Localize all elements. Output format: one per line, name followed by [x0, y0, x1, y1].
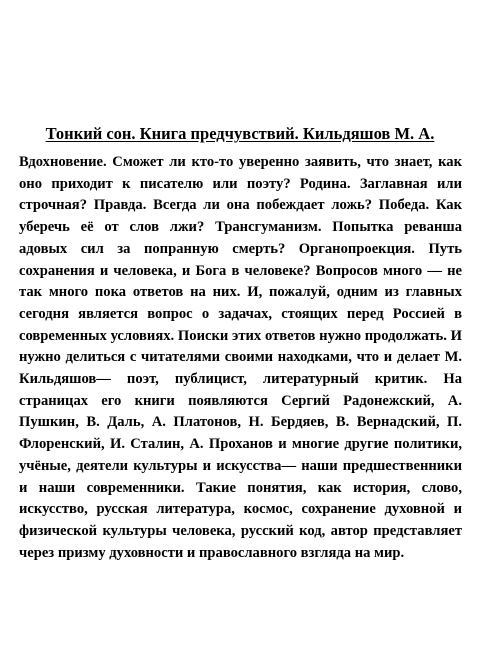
- document-title: Тонкий сон. Книга предчувствий. Кильдяшов М. А.: [45, 124, 435, 143]
- document-body-paragraph: Вдохновение. Сможет ли кто-то уверенно заявить, что знает, как оно приходит к писателю или поэту? Родина. Заглавная или строчная? Правда. Всегда ли она побеждает ложь? Победа. Как уберечь её от слов лжи? Трансгуманизм. Попытка реванша адовых сил за попранную смерть? Органопроекция. Путь сохранения и человека, и Бога в человеке? Вопросов много — не так много пока ответов на них. И, пожалуй, одним из главных сегодня является вопрос о задачах, стоящих перед Россией в современных условиях. Поиски этих ответов нужно продолжать. И нужно делиться с читателями своими находками, что и делает М. Кильдяшов— поэт, публицист, литературный критик. На страницах его книги появляются Сергий Радонежский, А. Пушкин, В. Даль, А. Платонов, Н. Бердяев, В. Вернадский, П. Флоренский, И. Сталин, А. Проханов и многие другие политики, учёные, деятели культуры и искусства— наши предшественники и наши современники. Такие понятия, как история, слово, искусство, русская литература, космос, сохранение духовной и физической культуры человека, русский код, автор представляет через призму духовности и православного взгляда на мир.: [19, 154, 462, 561]
